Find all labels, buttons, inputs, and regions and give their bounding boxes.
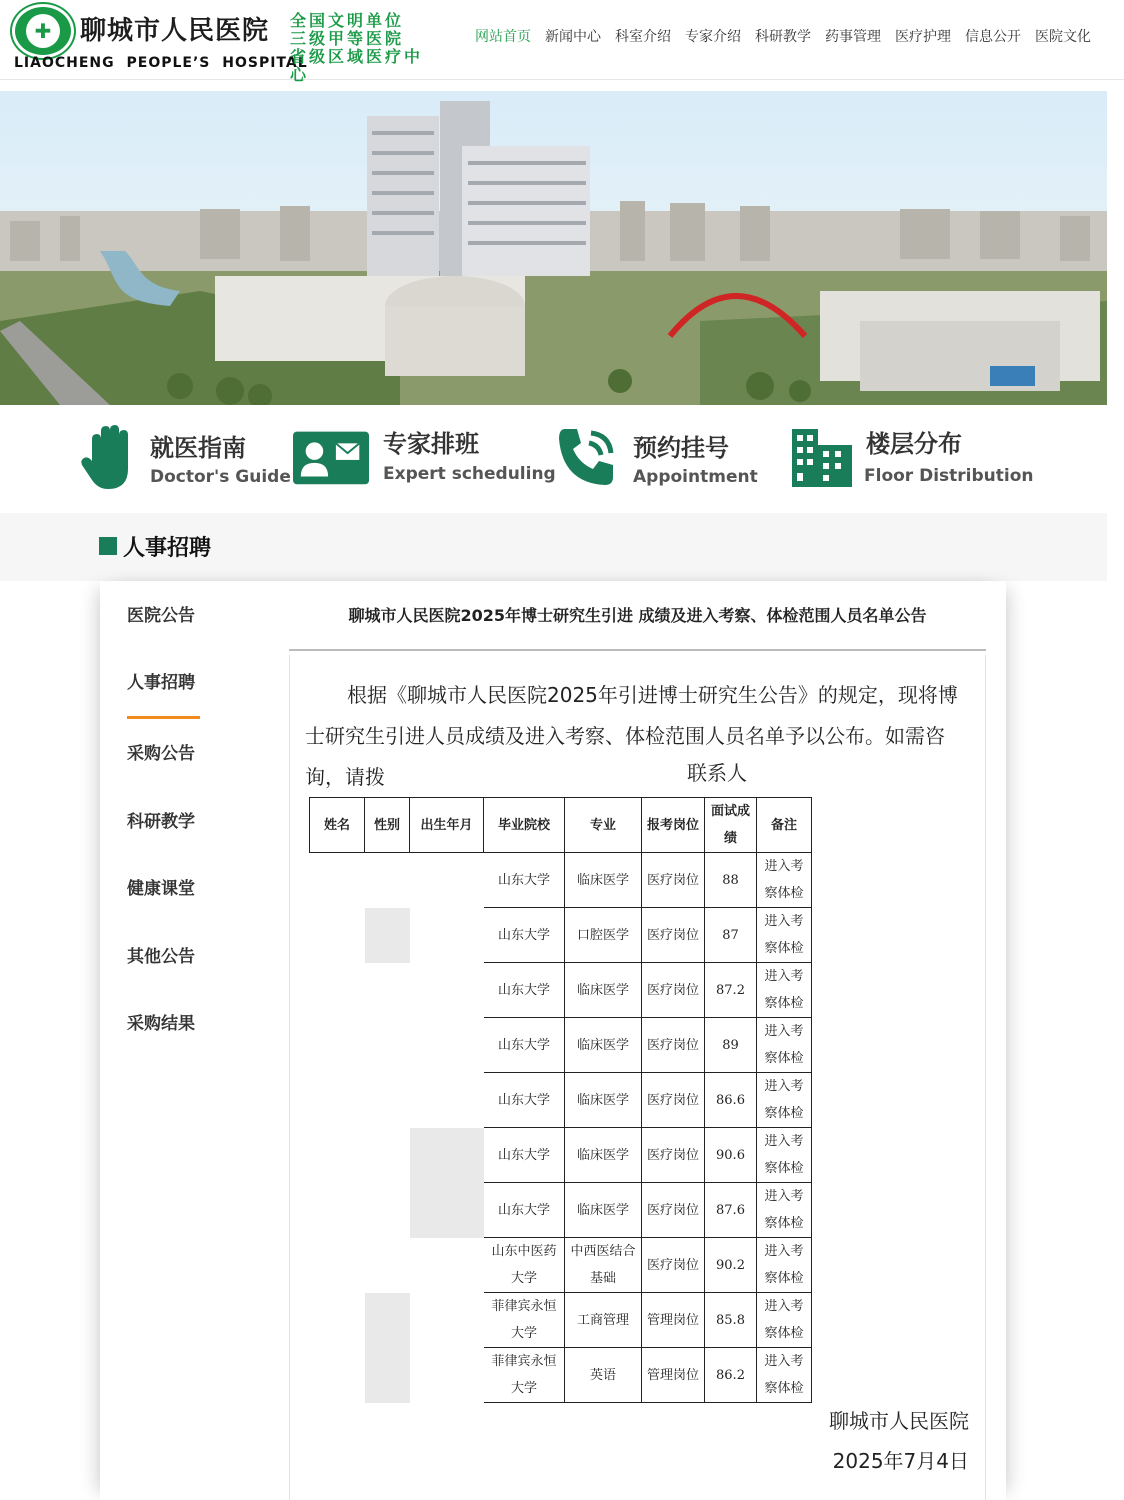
logo-title[interactable]: 聊城市人民医院 [80,16,270,46]
cell-school: 山东大学 [484,853,565,908]
cell-major: 临床医学 [565,1018,642,1073]
article-paragraph: 根据《聊城市人民医院2025年引进博士研究生公告》的规定，现将博士研究生引进人员成绩及进入考察、体检范围人员名单予以公布。如需咨询，请拨 [305,683,958,789]
redacted-cell [365,1238,410,1293]
table-row [310,1073,812,1128]
table-header-row [310,798,812,853]
building-icon [790,425,854,489]
cell-score: 87 [705,908,757,963]
cell-major: 口腔医学 [565,908,642,963]
section-title: 人事招聘 [123,536,212,561]
hospital-aerial-photo [0,91,1107,405]
nav-item-departments[interactable]: 科室介绍 [615,29,671,45]
redacted-cell [310,1348,365,1403]
cell-school: 山东大学 [484,1183,565,1238]
redacted-cell [310,1183,365,1238]
cell-score: 86.2 [705,1348,757,1403]
cell-major: 临床医学 [565,1128,642,1183]
redacted-cell [310,1128,365,1183]
hospital-logo-icon[interactable]: ✚ [12,4,74,58]
results-table [309,797,812,1403]
table-row [310,1348,812,1403]
quick-links-bar [0,405,1107,513]
logo-tagline [290,12,440,84]
redacted-cell [310,1073,365,1128]
quick-link-subtitle: Doctor's Guide [150,467,291,487]
redacted-cell [310,853,365,908]
redacted-cell [410,1128,484,1183]
tagline-line: 省级区域医疗中心 [290,47,424,84]
cell-score: 87.2 [705,963,757,1018]
quick-link-floor-distribution[interactable] [790,420,1034,500]
redacted-cell [410,1293,484,1348]
cell-post: 医疗岗位 [642,853,705,908]
sidebar-active-underline [127,716,200,719]
nav-item-experts[interactable]: 专家介绍 [685,29,741,45]
nav-item-pharmacy[interactable]: 药事管理 [825,29,881,45]
quick-link-subtitle: Floor Distribution [864,466,1034,486]
hand-icon [78,425,142,489]
cell-score: 86.6 [705,1073,757,1128]
cell-post: 医疗岗位 [642,908,705,963]
cell-note: 进入考察体检 [757,1018,812,1073]
cell-score: 90.2 [705,1238,757,1293]
quick-link-title: 专家排班 [383,430,479,458]
cell-post: 医疗岗位 [642,1128,705,1183]
section-header [0,513,1107,581]
cell-school: 菲律宾永恒大学 [484,1348,565,1403]
table-row [310,853,812,908]
sidebar-item-hospital-notice[interactable]: 医院公告 [127,606,195,626]
quick-link-title: 预约挂号 [633,434,729,462]
nav-item-culture[interactable]: 医院文化 [1035,29,1091,45]
column-header: 备注 [757,798,812,853]
article-body [289,655,986,1500]
nav-item-news[interactable]: 新闻中心 [545,29,601,45]
tagline-line: 三级甲等医院 [290,29,405,48]
phone-icon [555,425,619,489]
column-header: 专业 [565,798,642,853]
redacted-contact [492,761,682,801]
column-header: 毕业院校 [484,798,565,853]
cell-major: 临床医学 [565,1183,642,1238]
redacted-cell [310,1018,365,1073]
cell-school: 山东大学 [484,963,565,1018]
column-header: 姓名 [310,798,365,853]
cell-major: 临床医学 [565,963,642,1018]
redacted-cell [410,1238,484,1293]
cell-note: 进入考察体检 [757,1128,812,1183]
signature-date: 2025年7月4日 [832,1449,969,1473]
article-title: 聊城市人民医院2025年博士研究生引进 成绩及进入考察、体检范围人员名单公告 [348,606,927,625]
redacted-cell [365,963,410,1018]
redacted-cell [410,963,484,1018]
hero-banner-image [0,91,1107,405]
sidebar-item-procurement-results[interactable]: 采购结果 [127,1014,195,1034]
redacted-cell [310,963,365,1018]
main-nav [475,26,1105,46]
redacted-cell [410,1183,484,1238]
sidebar-item-recruitment[interactable]: 人事招聘 [127,673,195,693]
redacted-cell [365,853,410,908]
cell-post: 医疗岗位 [642,1073,705,1128]
cell-note: 进入考察体检 [757,1293,812,1348]
table-row [310,1018,812,1073]
signature-organization: 聊城市人民医院 [829,1409,969,1433]
contact-label: 联系人 [687,761,747,785]
nav-item-nursing[interactable]: 医疗护理 [895,29,951,45]
nav-item-disclosure[interactable]: 信息公开 [965,29,1021,45]
cell-post: 医疗岗位 [642,1183,705,1238]
cell-school: 山东大学 [484,1128,565,1183]
table-row [310,1128,812,1183]
nav-item-home[interactable]: 网站首页 [475,29,531,45]
quick-link-appointment[interactable] [555,420,775,500]
section-square-icon [99,537,117,555]
cell-score: 88 [705,853,757,908]
cell-note: 进入考察体检 [757,1073,812,1128]
redacted-cell [410,853,484,908]
redacted-cell [310,1293,365,1348]
cell-note: 进入考察体检 [757,908,812,963]
cell-note: 进入考察体检 [757,1183,812,1238]
redacted-cell [310,1238,365,1293]
site-header [0,0,1124,84]
cell-post: 医疗岗位 [642,963,705,1018]
logo-subtitle: LIAOCHENG PEOPLE’S HOSPITAL [14,55,308,71]
column-header: 报考岗位 [642,798,705,853]
cell-note: 进入考察体检 [757,853,812,908]
redacted-cell [410,1348,484,1403]
column-header: 面试成绩 [705,798,757,853]
column-header: 出生年月 [410,798,484,853]
cell-school: 菲律宾永恒大学 [484,1293,565,1348]
table-row [310,908,812,963]
cell-score: 87.6 [705,1183,757,1238]
cell-major: 英语 [565,1348,642,1403]
cell-school: 山东大学 [484,908,565,963]
quick-link-title: 就医指南 [150,434,246,462]
table-row [310,1183,812,1238]
redacted-cell [365,1183,410,1238]
cell-major: 中西医结合基础 [565,1238,642,1293]
cell-note: 进入考察体检 [757,1348,812,1403]
cell-note: 进入考察体检 [757,963,812,1018]
sidebar-item-health-class[interactable]: 健康课堂 [127,879,195,899]
quick-link-subtitle: Appointment [633,467,758,487]
cell-note: 进入考察体检 [757,1238,812,1293]
table-row [310,963,812,1018]
quick-link-title: 楼层分布 [866,430,962,458]
redacted-cell [365,1018,410,1073]
redacted-cell [410,908,484,963]
sidebar-item-other-notices[interactable]: 其他公告 [127,947,195,967]
cell-post: 医疗岗位 [642,1018,705,1073]
cell-post: 医疗岗位 [642,1238,705,1293]
redacted-cell [365,1128,410,1183]
title-divider [289,649,986,651]
redacted-cell [365,1293,410,1348]
quick-link-subtitle: Expert scheduling [383,464,556,484]
redacted-cell [410,1073,484,1128]
table-row [310,1293,812,1348]
sidebar-item-research-teaching[interactable]: 科研教学 [127,812,195,832]
cell-school: 山东中医药大学 [484,1238,565,1293]
cell-score: 85.8 [705,1293,757,1348]
sidebar-item-procurement-notice[interactable]: 采购公告 [127,744,195,764]
cell-score: 89 [705,1018,757,1073]
cell-post: 管理岗位 [642,1293,705,1348]
cell-score: 90.6 [705,1128,757,1183]
redacted-cell [365,1073,410,1128]
quick-link-doctors-guide[interactable] [78,420,291,500]
cell-school: 山东大学 [484,1073,565,1128]
cell-major: 工商管理 [565,1293,642,1348]
redacted-cell [410,1018,484,1073]
nav-item-research[interactable]: 科研教学 [755,29,811,45]
column-header: 性别 [365,798,410,853]
redacted-cell [365,908,410,963]
cell-major: 临床医学 [565,853,642,908]
table-row [310,1238,812,1293]
id-card-icon [293,425,371,489]
quick-link-expert-scheduling[interactable] [293,420,556,500]
redacted-cell [310,908,365,963]
tagline-line: 全国文明单位 [290,11,405,30]
cell-school: 山东大学 [484,1018,565,1073]
content-container [100,581,1006,1500]
redacted-cell [365,1348,410,1403]
cell-post: 管理岗位 [642,1348,705,1403]
cell-major: 临床医学 [565,1073,642,1128]
